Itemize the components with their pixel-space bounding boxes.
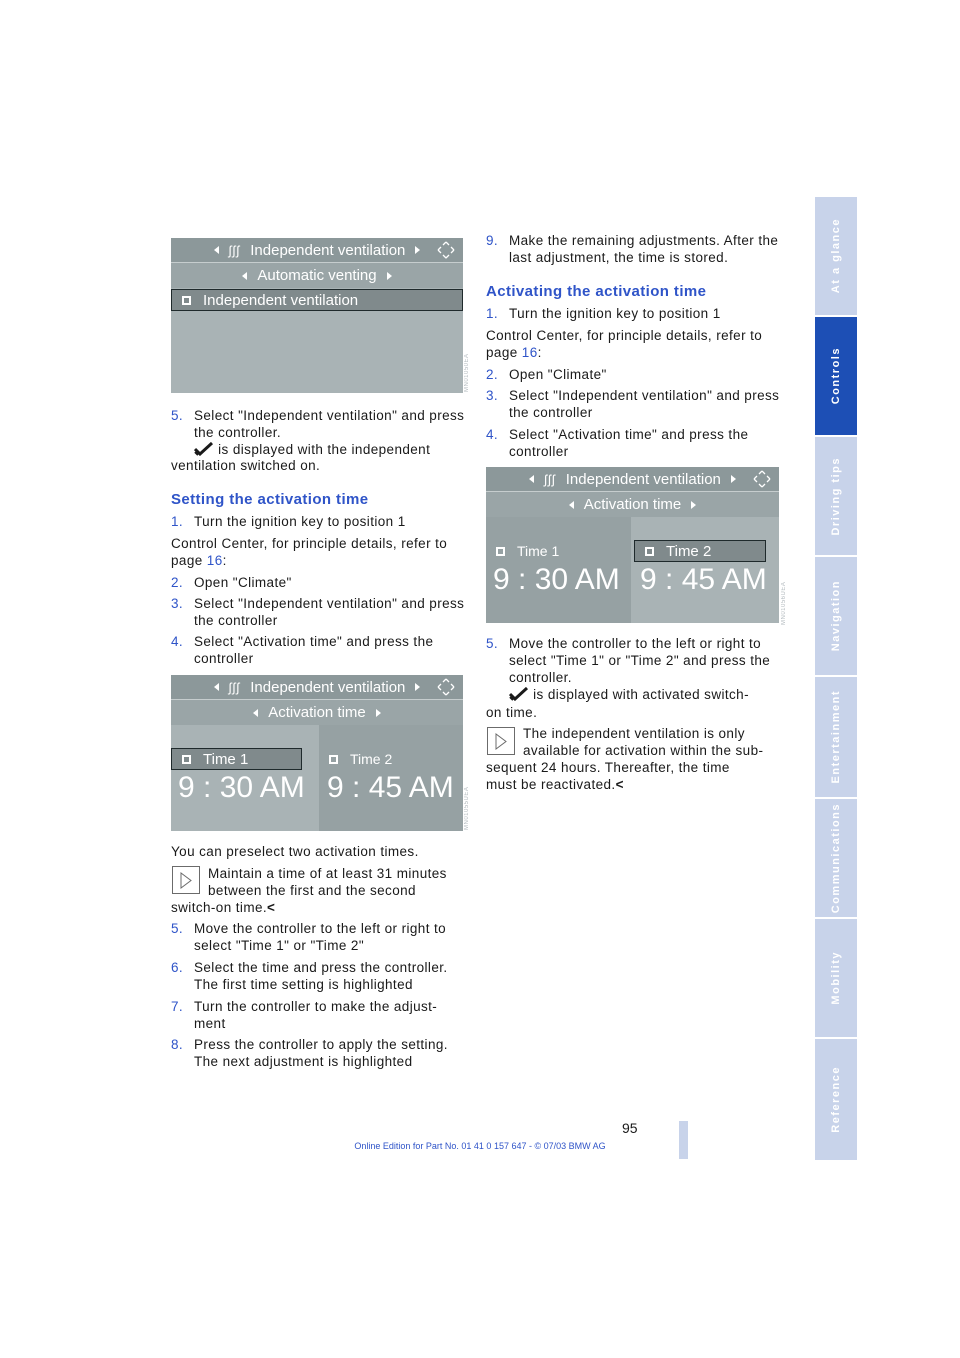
note-icon bbox=[487, 727, 515, 755]
time1-panel bbox=[171, 725, 314, 831]
checkmark-icon bbox=[194, 442, 214, 456]
checkmark-icon bbox=[509, 687, 529, 701]
time1-value: 9 : 30 AM bbox=[493, 563, 620, 596]
section-heading: Activating the activation time bbox=[486, 283, 707, 300]
time2-label: Time 2 bbox=[350, 751, 393, 767]
list-item: 5. Move the controller to the left or right to select "Time 1" or "Time 2" and press the controller. is displayed with activated switch- bbox=[486, 636, 771, 702]
list-item: 5. Move the controller to the left or right to select "Time 1" or "Time 2" bbox=[171, 921, 447, 953]
selected-option-label: Independent ventilation bbox=[203, 291, 359, 309]
section-heading: Setting the activation time bbox=[171, 491, 369, 508]
screen-title: Independent ventilation bbox=[250, 678, 406, 696]
tip-text: switch-on time.< bbox=[171, 900, 276, 915]
time2-value: 9 : 45 AM bbox=[327, 771, 454, 804]
tab-controls[interactable]: Controls bbox=[815, 317, 857, 435]
step-text: ventilation switched on. bbox=[171, 458, 321, 473]
tip-text: must be reactivated.< bbox=[486, 777, 624, 792]
controller-dpad-icon bbox=[753, 470, 771, 488]
controller-dpad-icon bbox=[437, 241, 455, 259]
control-center-text: Control Center, for principle details, refer to page 16: bbox=[486, 328, 763, 360]
ventilation-icon: ʃʃʃ bbox=[228, 242, 241, 258]
checkbox-icon bbox=[496, 547, 505, 556]
page-number: 95 bbox=[622, 1120, 638, 1136]
tab-at-a-glance[interactable]: At a glance bbox=[815, 197, 857, 315]
tab-mobility[interactable]: Mobility bbox=[815, 919, 857, 1037]
screen-title: Independent ventilation bbox=[565, 470, 721, 488]
time1-value: 9 : 30 AM bbox=[178, 771, 305, 804]
tab-navigation[interactable]: Navigation bbox=[815, 557, 857, 675]
footer-text: Online Edition for Part No. 01 41 0 157 647 - © 07/03 BMW AG bbox=[354, 1141, 606, 1151]
screen-submenu: Activation time bbox=[583, 496, 682, 513]
tab-communications[interactable]: Communications bbox=[815, 799, 857, 917]
list-item: 3. Select "Independent ventilation" and press the controller bbox=[171, 596, 465, 628]
list-item: 8. Press the controller to apply the setting. The next adjustment is highlighted bbox=[171, 1037, 448, 1069]
note-icon bbox=[172, 866, 200, 894]
tab-driving-tips[interactable]: Driving tips bbox=[815, 437, 857, 555]
checkbox-icon bbox=[182, 296, 191, 305]
time1-selected-row bbox=[171, 748, 302, 770]
list-item: 9. Make the remaining adjustments. After the last adjustment, the time is stored. bbox=[486, 233, 779, 265]
selected-option-row bbox=[171, 289, 463, 311]
screen-activation-time bbox=[171, 675, 463, 831]
time2-selected-row bbox=[634, 540, 766, 562]
image-code: MN01056UEA bbox=[781, 581, 787, 625]
list-item: 1. Turn the ignition key to position 1 bbox=[486, 306, 721, 321]
list-item: 6. Select the time and press the controller. The first time setting is highlighted bbox=[171, 960, 448, 992]
checkbox-icon bbox=[329, 755, 338, 764]
list-item: 4. Select "Activation time" and press the controller bbox=[171, 634, 434, 666]
checkbox-icon bbox=[645, 547, 654, 556]
time2-panel bbox=[634, 517, 779, 623]
tab-reference[interactable]: Reference bbox=[815, 1039, 857, 1160]
checkbox-icon bbox=[182, 755, 191, 764]
page-link[interactable]: 16 bbox=[206, 553, 223, 568]
time2-label: Time 2 bbox=[666, 542, 712, 560]
list-item: 3. Select "Independent ventilation" and press the controller bbox=[486, 388, 780, 420]
list-item: 7. Turn the controller to make the adjust-ment bbox=[171, 999, 438, 1031]
screen-title: Independent ventilation bbox=[250, 241, 406, 259]
screen-activation-time-2 bbox=[486, 467, 779, 623]
time2-value: 9 : 45 AM bbox=[640, 563, 767, 596]
time1-panel bbox=[486, 517, 631, 623]
screen-independent-ventilation bbox=[171, 238, 463, 393]
time2-panel bbox=[319, 725, 463, 831]
image-code: MN01055UEA bbox=[464, 786, 470, 830]
page-number-bar bbox=[679, 1121, 688, 1159]
screen-submenu: Automatic venting bbox=[257, 267, 377, 284]
list-item: 5. Select "Independent ventilation" and press the controller. is displayed with the independent bbox=[171, 408, 465, 457]
ventilation-icon: ʃʃʃ bbox=[544, 471, 556, 487]
image-code: MN01050EA bbox=[464, 353, 470, 392]
list-item: 4. Select "Activation time" and press the controller bbox=[486, 427, 749, 459]
page-link[interactable]: 16 bbox=[521, 345, 538, 360]
controller-dpad-icon bbox=[437, 678, 455, 696]
control-center-text: Control Center, for principle details, refer to page 16: bbox=[171, 536, 448, 568]
time1-label: Time 1 bbox=[517, 543, 560, 559]
ventilation-icon: ʃʃʃ bbox=[228, 679, 241, 695]
list-item: 2. Open "Climate" bbox=[171, 575, 292, 590]
tab-entertainment[interactable]: Entertainment bbox=[815, 677, 857, 797]
screen-title-bar bbox=[171, 238, 463, 262]
preselect-text: You can preselect two activation times. bbox=[171, 844, 419, 859]
list-item: 2. Open "Climate" bbox=[486, 367, 607, 382]
screen-submenu: Activation time bbox=[268, 704, 366, 721]
time1-label: Time 1 bbox=[203, 750, 249, 768]
list-item: 1. Turn the ignition key to position 1 bbox=[171, 514, 406, 529]
screen-submenu-bar bbox=[171, 262, 463, 288]
